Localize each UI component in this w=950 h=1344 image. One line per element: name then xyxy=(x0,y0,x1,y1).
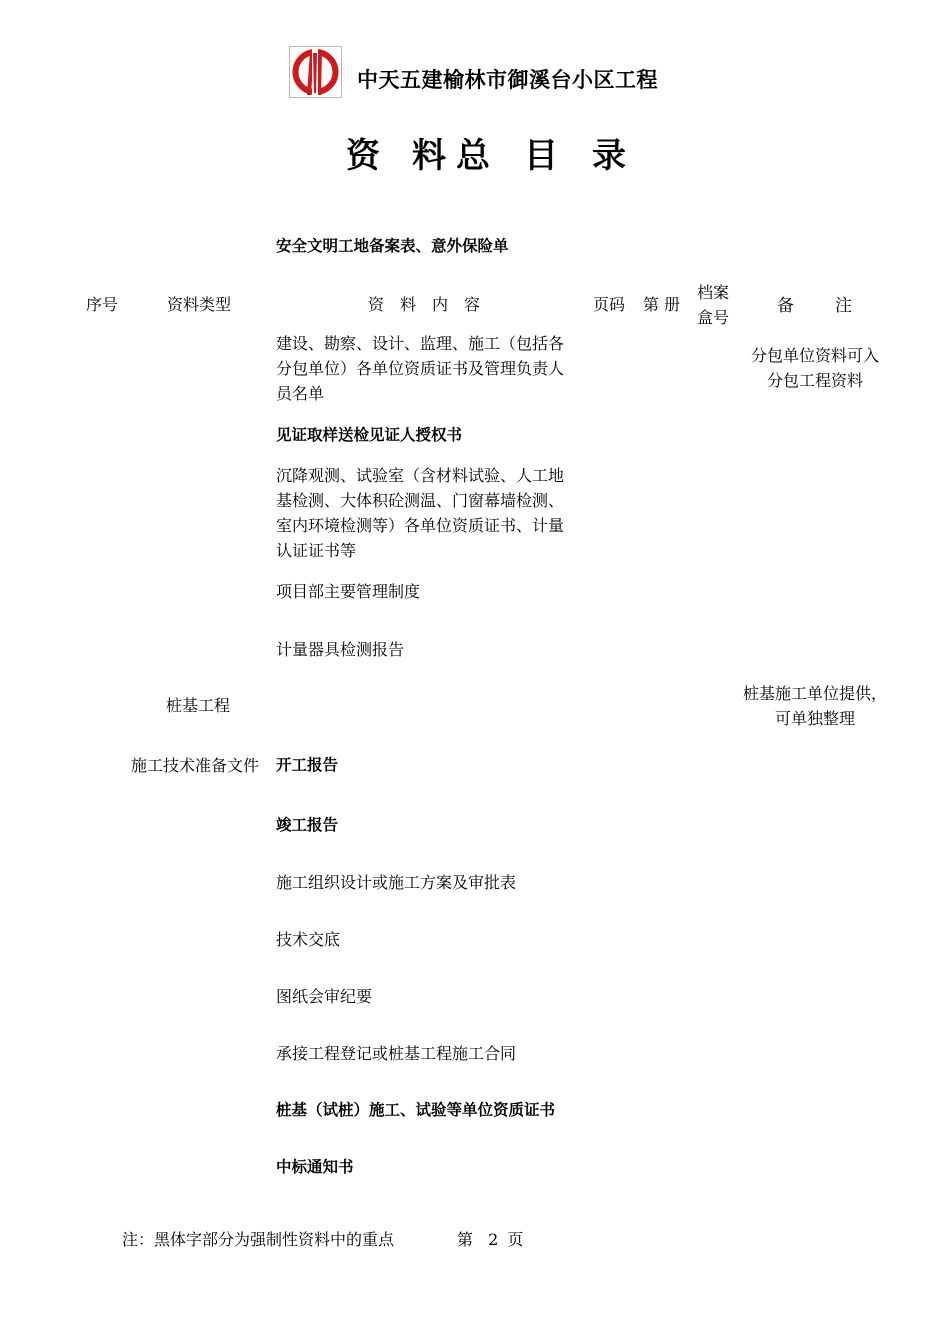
col-header-index: 序号 xyxy=(86,295,119,314)
category-pile: 桩基工程 xyxy=(166,696,231,715)
content-line: 员名单 xyxy=(276,384,325,403)
pre-item: 安全文明工地备案表、意外保险单 xyxy=(276,237,509,255)
page-suffix: 页 xyxy=(507,1230,524,1249)
content-line: 认证证书等 xyxy=(276,541,357,560)
col-header-box-line1: 档案 xyxy=(697,283,730,302)
remark-subcontract xyxy=(735,343,895,393)
page-number: 2 xyxy=(488,1230,499,1249)
title-char: 总 xyxy=(456,136,490,176)
content-line: 分包单位）各单位资质证书及管理负责人 xyxy=(276,359,565,378)
table-row: 中标通知书 xyxy=(276,1158,354,1176)
page-prefix: 第 xyxy=(457,1230,474,1249)
remark-line: 分包单位资料可入 xyxy=(750,346,879,365)
content-line: 建设、勘察、设计、监理、施工（包括各 xyxy=(276,334,565,353)
page-indicator xyxy=(457,1227,523,1250)
company-logo-icon xyxy=(290,47,341,97)
table-row: 项目部主要管理制度 xyxy=(276,582,421,601)
document-title xyxy=(346,128,636,176)
col-header-box-line2: 盒号 xyxy=(697,308,730,327)
footer-note: 注：黑体字部分为强制性资料中的重点 xyxy=(122,1230,395,1249)
remark-line: 分包工程资料 xyxy=(766,371,863,390)
col-header-page: 页码 xyxy=(593,295,626,314)
title-char: 目 xyxy=(524,136,558,176)
table-row: 计量器具检测报告 xyxy=(276,640,405,659)
table-row: 开工报告 xyxy=(276,756,339,774)
table-row xyxy=(276,331,586,406)
col-header-type: 资料类型 xyxy=(167,295,232,314)
title-char: 录 xyxy=(592,136,626,176)
company-title: 中天五建榆林市御溪台小区工程 xyxy=(357,68,658,92)
remark-line: 可单独整理 xyxy=(774,709,855,728)
company-logo xyxy=(289,46,342,98)
remark-pile xyxy=(735,681,895,731)
table-row xyxy=(276,463,586,563)
category-prep: 施工技术准备文件 xyxy=(131,756,260,775)
col-header-remark-a: 备 xyxy=(777,296,794,316)
table-row: 图纸会审纪要 xyxy=(276,987,373,1006)
title-char: 料 xyxy=(412,136,446,176)
col-header-content: 资 料 内 容 xyxy=(368,295,481,314)
table-row: 桩基（试桩）施工、试验等单位资质证书 xyxy=(276,1101,556,1119)
table-row: 承接工程登记或桩基工程施工合同 xyxy=(276,1044,517,1063)
content-line: 室内环境检测等）各单位资质证书、计量 xyxy=(276,516,565,535)
table-row: 见证取样送检见证人授权书 xyxy=(276,426,463,444)
content-line: 沉降观测、试验室（含材料试验、人工地 xyxy=(276,466,565,485)
table-row: 施工组织设计或施工方案及审批表 xyxy=(276,873,517,892)
content-line: 基检测、大体积砼测温、门窗幕墙检测、 xyxy=(276,491,565,510)
table-row: 技术交底 xyxy=(276,930,341,949)
table-row: 竣工报告 xyxy=(276,816,339,834)
title-char: 资 xyxy=(346,136,380,176)
remark-line: 桩基施工单位提供， xyxy=(742,684,887,703)
col-header-remark-b: 注 xyxy=(835,296,852,316)
col-header-volume: 第 册 xyxy=(643,295,681,314)
